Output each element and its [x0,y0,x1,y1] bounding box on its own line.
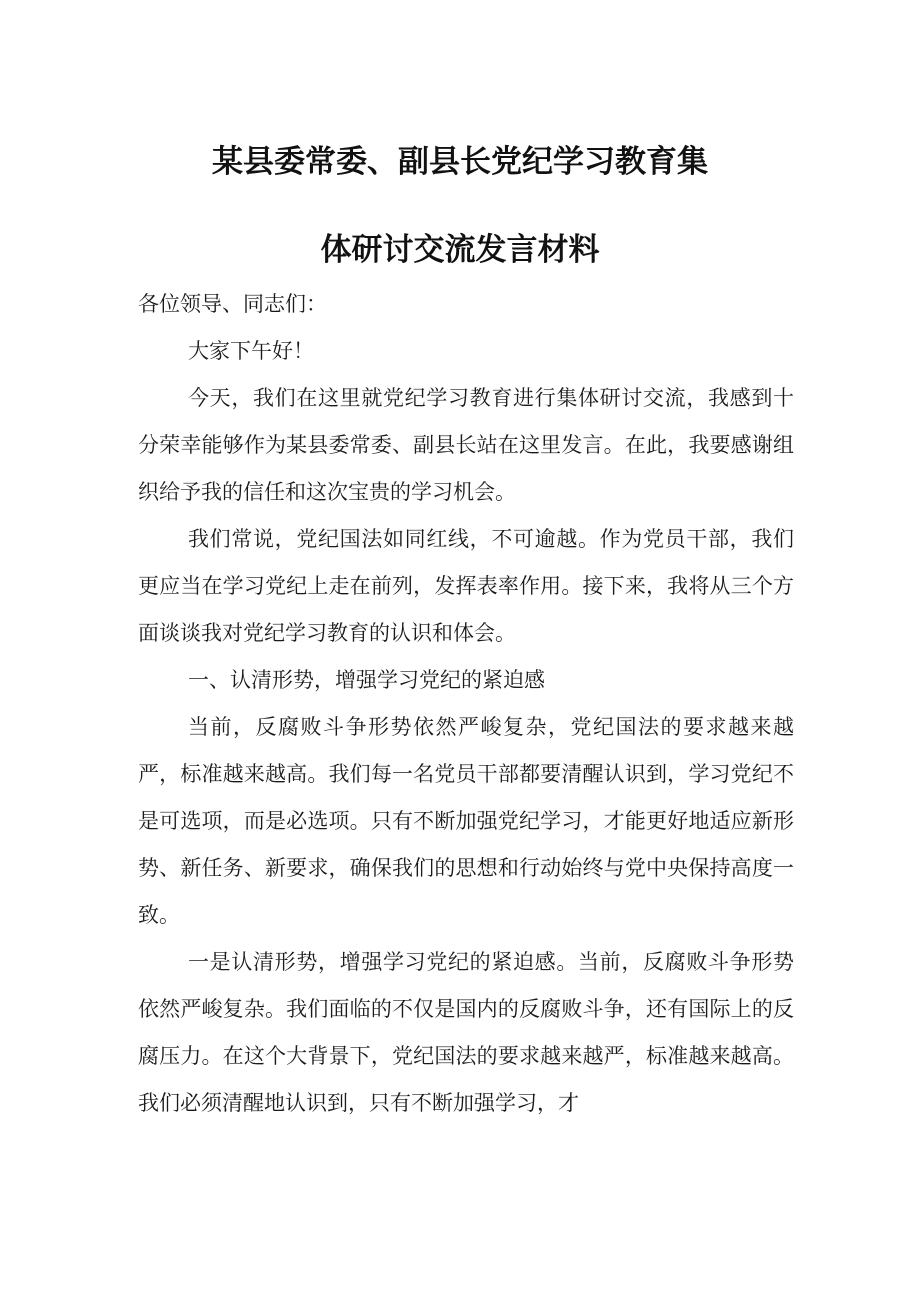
document-title-line-2: 体研讨交流发言材料 [320,232,600,268]
section-heading-1: 一、认清形势，增强学习党纪的紧迫感 [188,668,545,692]
document-body [138,281,794,1127]
greeting: 大家下午好！ [188,339,314,363]
salutation: 各位领导、同志们： [138,292,327,316]
paragraph-opening: 今天，我们在这里就党纪学习教育进行集体研讨交流，我感到十分荣幸能够作为某县委常委、副县长站在这里发言。在此，我要感谢组织给予我的信任和这次宝贵的学习机会。 [138,386,794,504]
document-title-line-1: 某县委常委、副县长党纪学习教育集 [212,144,708,180]
paragraph-red-line: 我们常说，党纪国法如同红线，不可逾越。作为党员干部，我们更应当在学习党纪上走在前列，发挥表率作用。接下来，我将从三个方面谈谈我对党纪学习教育的认识和体会。 [138,527,794,645]
paragraph-point-one: 一是认清形势，增强学习党纪的紧迫感。当前，反腐败斗争形势依然严峻复杂。我们面临的不仅是国内的反腐败斗争，还有国际上的反腐压力。在这个大背景下，党纪国法的要求越来越严，标准越来越高。我们必须清醒地认识到，只有不断加强学习，才 [138,950,794,1115]
paragraph-situation: 当前，反腐败斗争形势依然严峻复杂，党纪国法的要求越来越严，标准越来越高。我们每一名党员干部都要清醒认识到，学习党纪不是可选项，而是必选项。只有不断加强党纪学习，才能更好地适应新形势、新任务、新要求，确保我们的思想和行动始终与党中央保持高度一致。 [138,715,794,927]
